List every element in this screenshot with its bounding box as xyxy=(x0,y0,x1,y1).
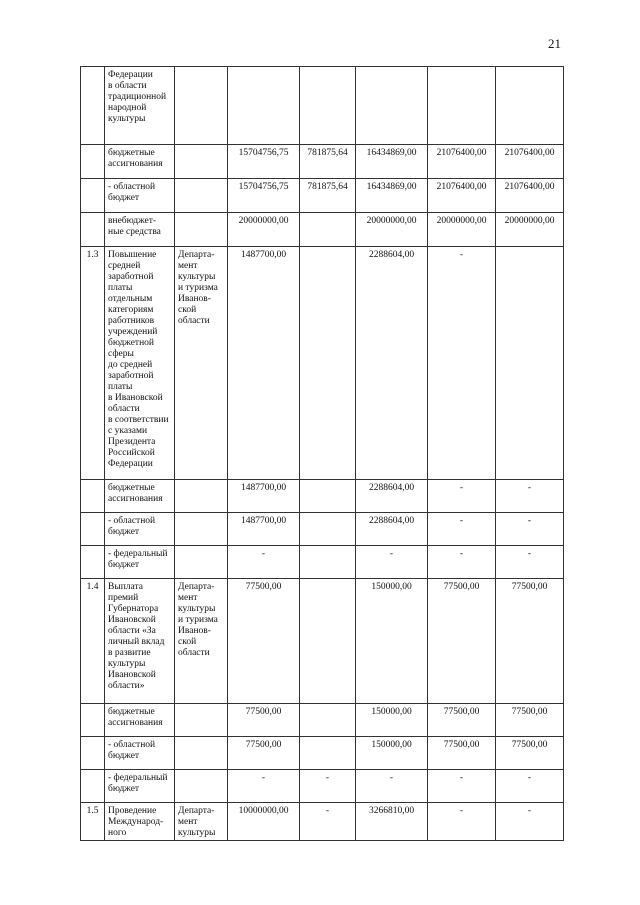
table-row xyxy=(81,247,564,480)
row-number-cell xyxy=(81,513,105,546)
value-cell-5: 77500,00 xyxy=(496,579,564,704)
value-cell-1 xyxy=(228,67,300,145)
executor-cell xyxy=(175,513,228,546)
value-cell-2 xyxy=(300,480,356,513)
value-cell-5: 77500,00 xyxy=(496,737,564,770)
value-cell-2 xyxy=(300,737,356,770)
item-name-cell: Повышение средней заработной платы отдельным категориям работников учреждений бюджетной сферы до средней заработной платы в Ивановской области в соответствии с указами Президента Российской Федерации xyxy=(105,247,175,480)
value-cell-5 xyxy=(496,67,564,145)
value-cell-5: - xyxy=(496,770,564,803)
value-cell-3: 16434869,00 xyxy=(356,179,428,213)
value-cell-5: 21076400,00 xyxy=(496,179,564,213)
row-number-cell xyxy=(81,770,105,803)
value-cell-3: 2288604,00 xyxy=(356,247,428,480)
table-row xyxy=(81,480,564,513)
value-cell-2 xyxy=(300,67,356,145)
executor-cell xyxy=(175,179,228,213)
item-name-cell: бюджетные ассигнования xyxy=(105,480,175,513)
table-row xyxy=(81,67,564,145)
value-cell-1: 77500,00 xyxy=(228,737,300,770)
item-name-cell: - областной бюджет xyxy=(105,513,175,546)
value-cell-1: 15704756,75 xyxy=(228,179,300,213)
table-row xyxy=(81,579,564,704)
value-cell-2 xyxy=(300,247,356,480)
executor-cell: Департа- мент культуры и туризма Иванов- ской области xyxy=(175,579,228,704)
table-row xyxy=(81,704,564,737)
value-cell-5: - xyxy=(496,803,564,841)
row-number-cell: 1.3 xyxy=(81,247,105,480)
value-cell-3 xyxy=(356,67,428,145)
value-cell-1: - xyxy=(228,770,300,803)
value-cell-1: 10000000,00 xyxy=(228,803,300,841)
value-cell-3: - xyxy=(356,546,428,579)
row-number-cell xyxy=(81,480,105,513)
budget-table xyxy=(80,66,564,841)
item-name-cell: Федерации в области традиционной народной культуры xyxy=(105,67,175,145)
value-cell-4 xyxy=(428,67,496,145)
value-cell-2: - xyxy=(300,770,356,803)
value-cell-5: 21076400,00 xyxy=(496,145,564,179)
table-row xyxy=(81,513,564,546)
item-name-cell: - областной бюджет xyxy=(105,179,175,213)
value-cell-5: - xyxy=(496,480,564,513)
value-cell-1: 77500,00 xyxy=(228,704,300,737)
value-cell-2 xyxy=(300,704,356,737)
value-cell-4: - xyxy=(428,546,496,579)
executor-cell xyxy=(175,145,228,179)
value-cell-1: 15704756,75 xyxy=(228,145,300,179)
item-name-cell: - областной бюджет xyxy=(105,737,175,770)
item-name-cell: Проведение Международ- ного xyxy=(105,803,175,841)
value-cell-3: 150000,00 xyxy=(356,579,428,704)
value-cell-4: - xyxy=(428,247,496,480)
value-cell-4: - xyxy=(428,513,496,546)
item-name-cell: - федеральный бюджет xyxy=(105,546,175,579)
value-cell-1: 77500,00 xyxy=(228,579,300,704)
value-cell-1: 1487700,00 xyxy=(228,480,300,513)
executor-cell xyxy=(175,67,228,145)
value-cell-4: - xyxy=(428,803,496,841)
row-number-cell xyxy=(81,145,105,179)
value-cell-4: - xyxy=(428,770,496,803)
item-name-cell: Выплата премий Губернатора Ивановской области «За личный вклад в развитие культуры Ивановской области» xyxy=(105,579,175,704)
value-cell-1: 1487700,00 xyxy=(228,513,300,546)
table-row xyxy=(81,770,564,803)
value-cell-5: 77500,00 xyxy=(496,704,564,737)
executor-cell xyxy=(175,546,228,579)
value-cell-3: - xyxy=(356,770,428,803)
row-number-cell xyxy=(81,704,105,737)
value-cell-4: 21076400,00 xyxy=(428,179,496,213)
executor-cell xyxy=(175,770,228,803)
value-cell-1: - xyxy=(228,546,300,579)
table-row xyxy=(81,737,564,770)
value-cell-3: 2288604,00 xyxy=(356,480,428,513)
table-row xyxy=(81,179,564,213)
item-name-cell: бюджетные ассигнования xyxy=(105,704,175,737)
row-number-cell xyxy=(81,213,105,247)
value-cell-5 xyxy=(496,247,564,480)
row-number-cell xyxy=(81,67,105,145)
value-cell-2: 781875,64 xyxy=(300,145,356,179)
item-name-cell: внебюджет- ные средства xyxy=(105,213,175,247)
value-cell-5: - xyxy=(496,546,564,579)
table-body xyxy=(81,67,564,841)
value-cell-4: 20000000,00 xyxy=(428,213,496,247)
executor-cell: Департа- мент культуры xyxy=(175,803,228,841)
executor-cell: Департа- мент культуры и туризма Иванов- ской области xyxy=(175,247,228,480)
value-cell-3: 2288604,00 xyxy=(356,513,428,546)
row-number-cell xyxy=(81,179,105,213)
row-number-cell: 1.5 xyxy=(81,803,105,841)
value-cell-4: 21076400,00 xyxy=(428,145,496,179)
row-number-cell: 1.4 xyxy=(81,579,105,704)
value-cell-5: 20000000,00 xyxy=(496,213,564,247)
row-number-cell xyxy=(81,546,105,579)
value-cell-4: - xyxy=(428,480,496,513)
row-number-cell xyxy=(81,737,105,770)
page-number: 21 xyxy=(548,36,561,51)
value-cell-5: - xyxy=(496,513,564,546)
table-row xyxy=(81,803,564,841)
executor-cell xyxy=(175,480,228,513)
executor-cell xyxy=(175,737,228,770)
table-row xyxy=(81,145,564,179)
item-name-cell: - федеральный бюджет xyxy=(105,770,175,803)
executor-cell xyxy=(175,704,228,737)
value-cell-2 xyxy=(300,546,356,579)
value-cell-2 xyxy=(300,213,356,247)
value-cell-3: 3266810,00 xyxy=(356,803,428,841)
item-name-cell: бюджетные ассигнования xyxy=(105,145,175,179)
value-cell-2: 781875,64 xyxy=(300,179,356,213)
value-cell-2 xyxy=(300,513,356,546)
value-cell-1: 1487700,00 xyxy=(228,247,300,480)
value-cell-1: 20000000,00 xyxy=(228,213,300,247)
value-cell-3: 20000000,00 xyxy=(356,213,428,247)
value-cell-4: 77500,00 xyxy=(428,704,496,737)
value-cell-3: 150000,00 xyxy=(356,737,428,770)
value-cell-2: - xyxy=(300,803,356,841)
table-row xyxy=(81,546,564,579)
value-cell-4: 77500,00 xyxy=(428,579,496,704)
value-cell-3: 16434869,00 xyxy=(356,145,428,179)
value-cell-4: 77500,00 xyxy=(428,737,496,770)
value-cell-3: 150000,00 xyxy=(356,704,428,737)
value-cell-2 xyxy=(300,579,356,704)
table-row xyxy=(81,213,564,247)
executor-cell xyxy=(175,213,228,247)
